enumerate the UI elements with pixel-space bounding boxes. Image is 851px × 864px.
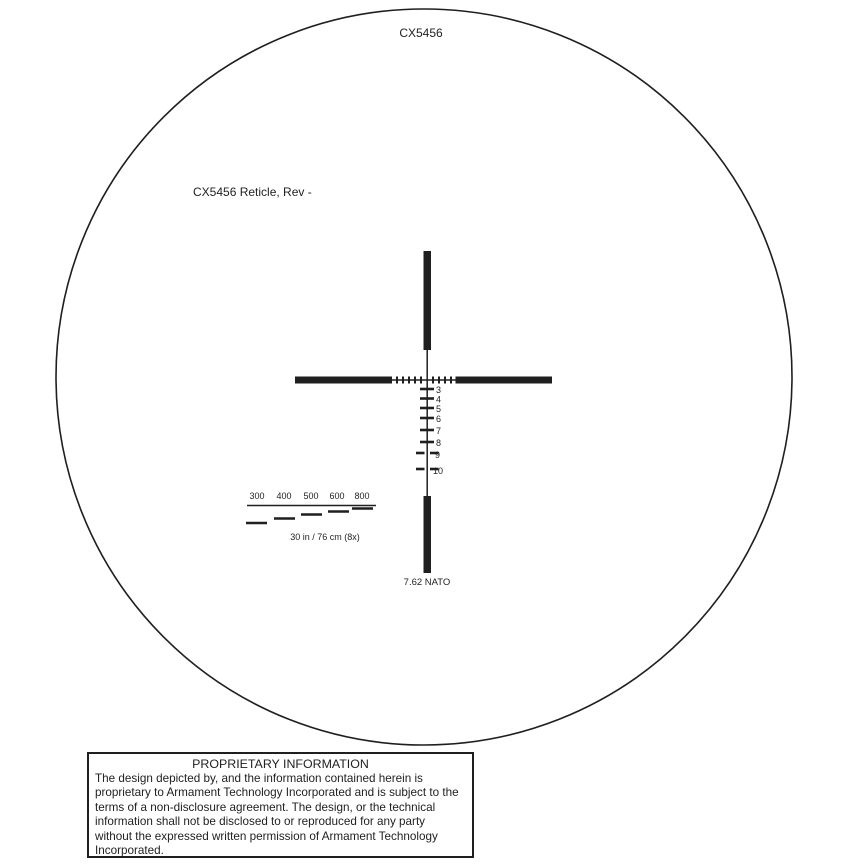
bdc-label-7: 7 [436,426,442,436]
revision-label: CX5456 Reticle, Rev - [193,185,312,199]
rangefinder-scale [246,491,376,542]
proprietary-title: PROPRIETARY INFORMATION [192,757,369,771]
proprietary-line: without the expressed written permission of Armament Technology [95,829,438,843]
range-label-800: 800 [354,491,370,501]
proprietary-line: Incorporated. [95,844,164,858]
range-label-600: 600 [329,491,345,501]
proprietary-line: The design depicted by, and the information contained herein is [95,772,423,785]
right-post [457,377,552,384]
bdc-label-9: 9 [435,450,441,460]
bdc-label-8: 8 [436,438,442,448]
range-label-300: 300 [249,491,265,501]
caliber-label: 7.62 NATO [403,577,451,588]
bdc-label-6: 6 [436,414,442,424]
top-post [424,251,432,350]
bdc-labels [433,385,443,476]
field-of-view-circle [56,9,792,745]
crosshair [295,251,552,573]
left-post [295,377,392,384]
proprietary-line: information shall not be disclosed to or reproduced for any party [95,815,426,829]
proprietary-line: terms of a non-disclosure agreement. The design, or the technical [95,800,436,814]
bdc-label-5: 5 [436,404,442,414]
proprietary-info-box [87,752,474,858]
range-label-500: 500 [303,491,319,501]
part-number-label: CX5456 [399,26,443,40]
bottom-post [424,496,432,573]
proprietary-line: proprietary to Armament Technology Incorporated and is subject to the [95,786,459,800]
bdc-label-4: 4 [436,394,442,405]
range-label-400: 400 [276,491,292,501]
bdc-label-10: 10 [433,466,444,476]
range-stadia-dashes [246,509,373,524]
range-scale-caption: 30 in / 76 cm (8x) [290,532,360,542]
bdc-label-3: 3 [436,385,442,395]
